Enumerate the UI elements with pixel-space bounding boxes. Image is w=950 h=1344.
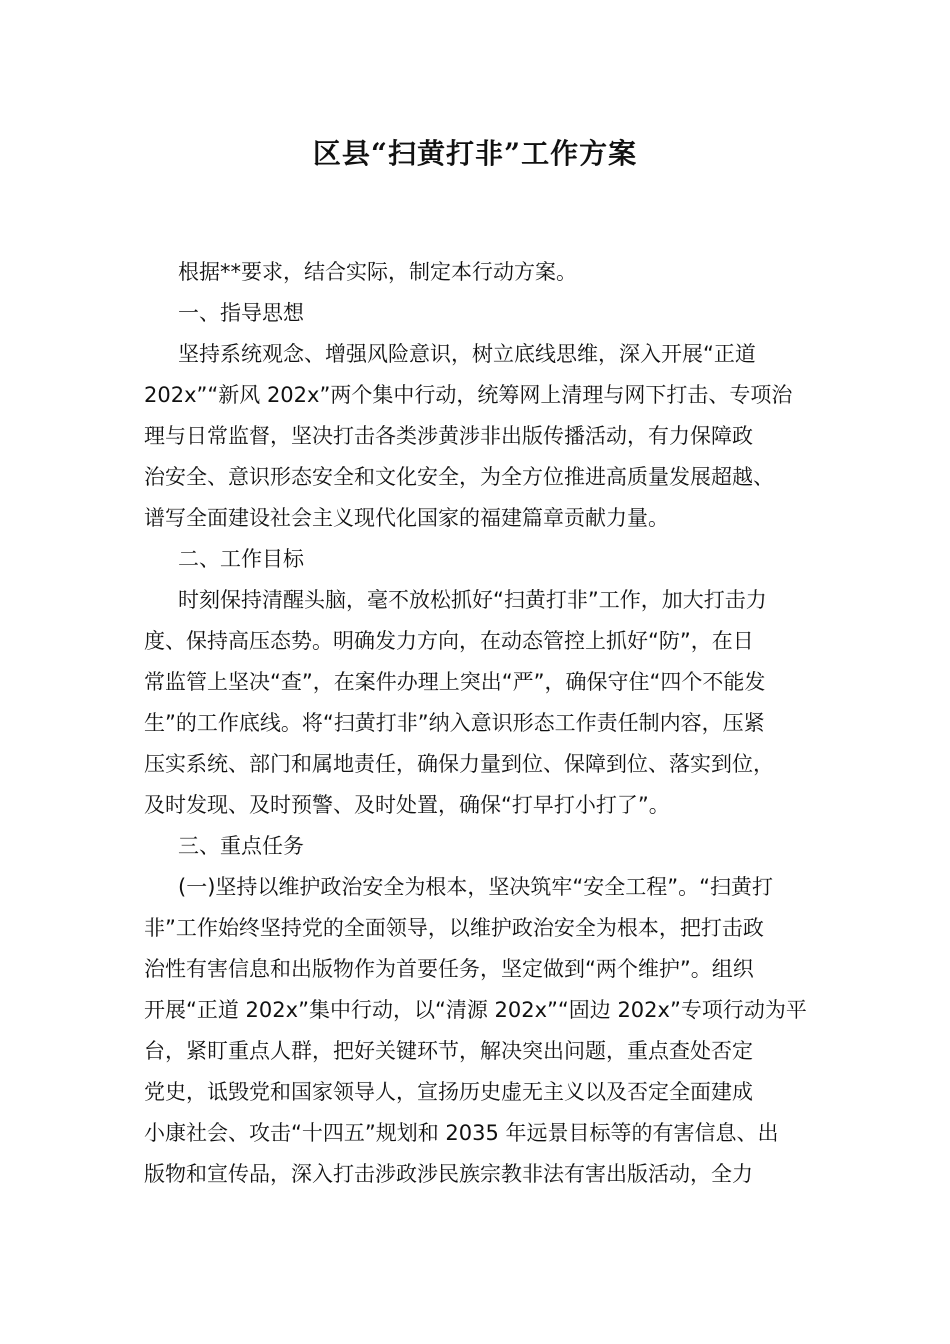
paragraph-line: (一)坚持以维护政治安全为根本，坚决筑牢“安全工程”。“扫黄打 — [178, 875, 774, 899]
paragraph-line: 非”工作始终坚持党的全面领导，以维护政治安全为根本，把打击政 — [144, 916, 764, 940]
section-heading-guiding-thought: 一、指导思想 — [178, 301, 304, 325]
paragraph-line: 党史，诋毁党和国家领导人，宣扬历史虚无主义以及否定全面建成 — [144, 1080, 753, 1104]
paragraph-line: 坚持系统观念、增强风险意识，树立底线思维，深入开展“正道 — [178, 342, 756, 366]
paragraph-line: 谱写全面建设社会主义现代化国家的福建篇章贡献力量。 — [144, 506, 669, 530]
intro-line: 根据**要求，结合实际，制定本行动方案。 — [178, 260, 577, 284]
paragraph-line: 时刻保持清醒头脑，毫不放松抓好“扫黄打非”工作，加大打击力 — [178, 588, 767, 612]
paragraph-line: 治性有害信息和出版物作为首要任务，坚定做到“两个维护”。组织 — [144, 957, 754, 981]
document-body — [144, 252, 819, 1195]
paragraph-line: 生”的工作底线。将“扫黄打非”纳入意识形态工作责任制内容，压紧 — [144, 711, 765, 735]
paragraph-line: 版物和宣传品，深入打击涉政涉民族宗教非法有害出版活动，全力 — [144, 1162, 753, 1186]
paragraph-line: 台，紧盯重点人群，把好关键环节，解决突出问题，重点查处否定 — [144, 1039, 753, 1063]
document-title: 区县“扫黄打非”工作方案 — [312, 137, 638, 170]
paragraph-line: 开展“正道 202x”集中行动，以“清源 202x”“固边 202x”专项行动为平 — [144, 998, 807, 1022]
paragraph-line: 小康社会、攻击“十四五”规划和 2035 年远景目标等的有害信息、出 — [144, 1121, 779, 1145]
paragraph-line: 及时发现、及时预警、及时处置，确保“打早打小打了”。 — [144, 793, 670, 817]
paragraph-line: 度、保持高压态势。明确发力方向，在动态管控上抓好“防”，在日 — [144, 629, 754, 653]
paragraph-line: 202x”“新风 202x”两个集中行动，统筹网上清理与网下打击、专项治 — [144, 383, 793, 407]
section-heading-key-tasks: 三、重点任务 — [178, 834, 304, 858]
paragraph-line: 治安全、意识形态安全和文化安全，为全方位推进高质量发展超越、 — [144, 465, 774, 489]
paragraph-line: 常监管上坚决“查”，在案件办理上突出“严”，确保守住“四个不能发 — [144, 670, 766, 694]
section-heading-work-goals: 二、工作目标 — [178, 547, 304, 571]
paragraph-line: 压实系统、部门和属地责任，确保力量到位、保障到位、落实到位， — [144, 752, 774, 776]
paragraph-line: 理与日常监督，坚决打击各类涉黄涉非出版传播活动，有力保障政 — [144, 424, 753, 448]
